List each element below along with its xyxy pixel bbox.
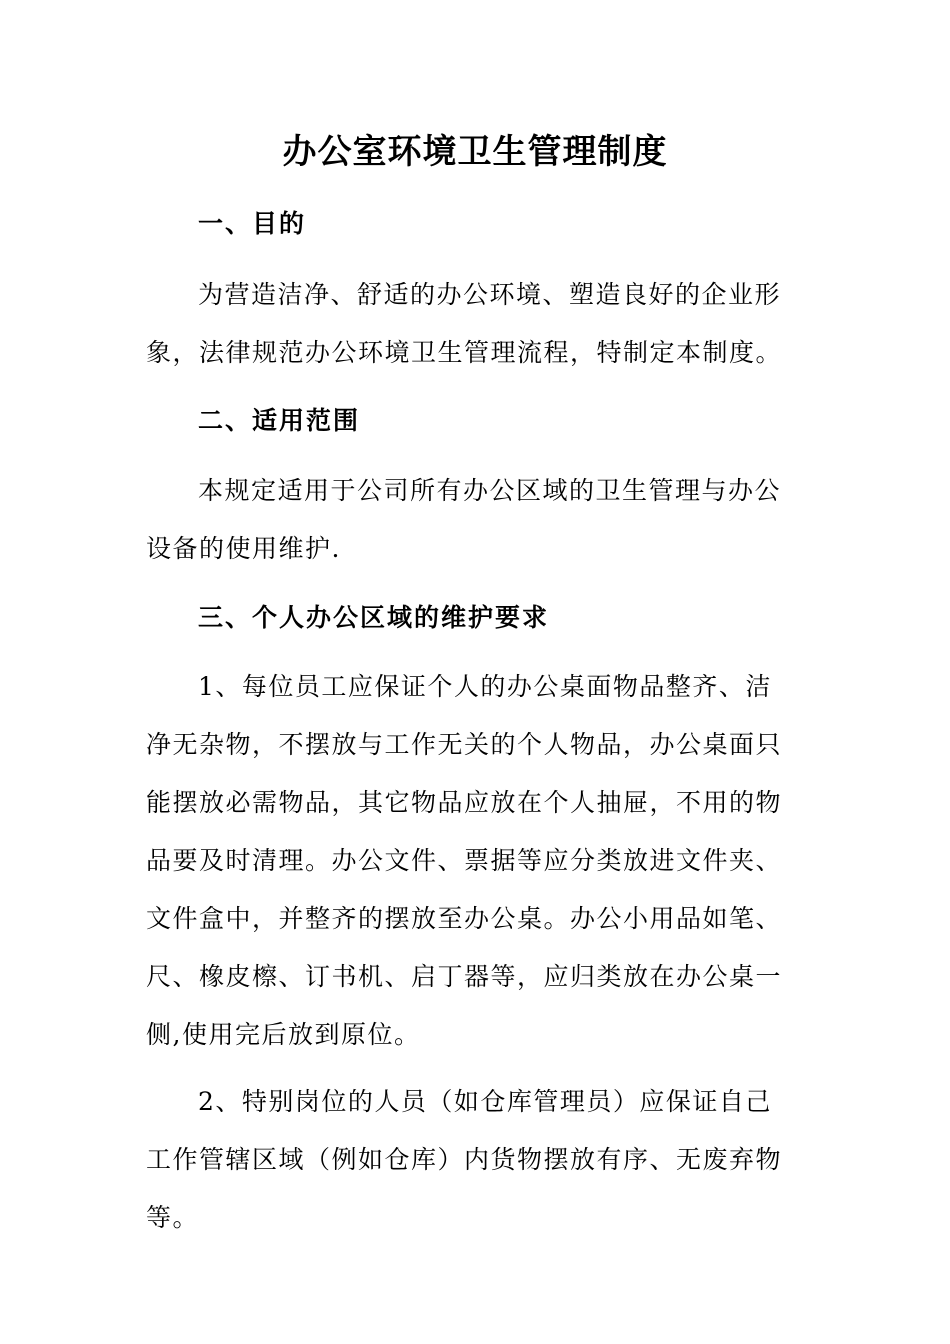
document-title: 办公室环境卫生管理制度	[282, 132, 668, 172]
section-paragraph-purpose: 为营造洁净、舒适的办公环境、塑造良好的企业形象，法律规范办公环境卫生管理流程，特制定本制度。	[146, 280, 783, 367]
section-paragraph-personal-area-1: 1、每位员工应保证个人的办公桌面物品整齐、洁净无杂物，不摆放与工作无关的个人物品，办公桌面只能摆放必需物品，其它物品应放在个人抽屉，不用的物品要及时清理。办公文件、票据等应分类放进文件夹、文件盒中，并整齐的摆放至办公桌。办公小用品如笔、尺、橡皮檫、订书机、启丁器等，应归类放在办公桌一侧,使用完后放到原位。	[146, 672, 783, 1049]
section-heading-purpose: 一、目的	[198, 209, 307, 238]
section-paragraph-scope: 本规定适用于公司所有办公区域的卫生管理与办公设备的使用维护.	[146, 476, 782, 563]
section-paragraph-personal-area-2: 2、特别岗位的人员（如仓库管理员）应保证自己工作管辖区域（例如仓库）内货物摆放有序、无废弃物等。	[146, 1087, 783, 1232]
section-heading-personal-area: 三、个人办公区域的维护要求	[198, 603, 550, 632]
section-heading-scope: 二、适用范围	[198, 406, 361, 435]
